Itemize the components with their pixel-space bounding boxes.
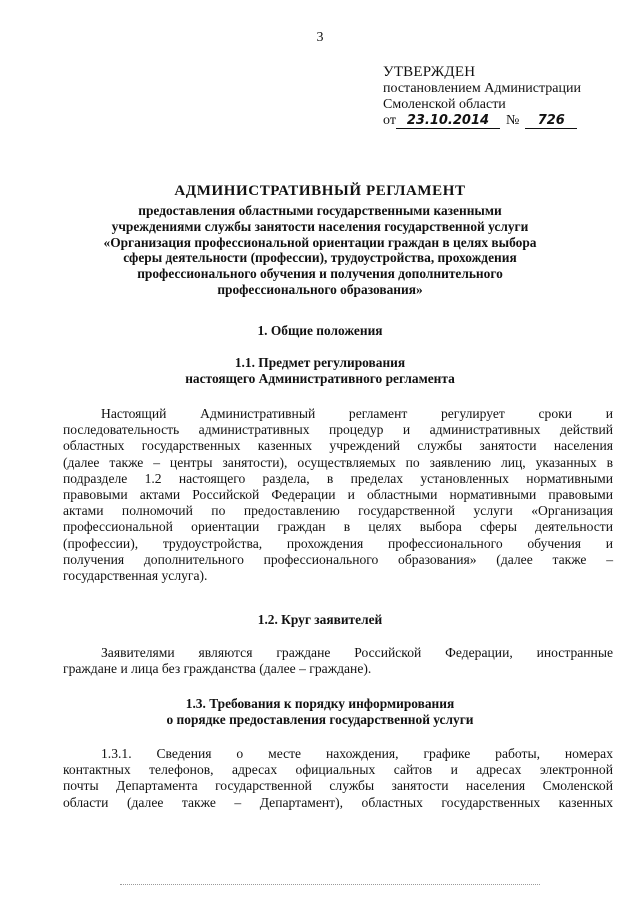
heading-line: о порядке предоставления государственной услуги xyxy=(166,711,474,727)
heading-line: 1.3. Требования к порядку информирования xyxy=(185,696,455,711)
approval-issuer-line-2: Смоленской области xyxy=(383,97,506,112)
text-line: (далее также – центры занятости), осуществляемых по заявлению лиц, указанных в xyxy=(63,454,613,470)
text-line: 1.3.1. Сведения о месте нахождения, графике работы, номерах xyxy=(101,746,613,761)
scan-artifact-line xyxy=(120,884,540,885)
text-line: контактных телефонов, адресах официальных сайтов и адресах электронной xyxy=(63,762,613,778)
section-1-heading: 1. Общие положения xyxy=(257,323,383,338)
date-prefix: от xyxy=(383,113,396,128)
text-line: подразделе 1.2 настоящего раздела, в пределах установленных нормативными xyxy=(63,470,613,486)
text-line: актами полномочий по предоставлению государственной услуги «Организация xyxy=(63,503,613,519)
approval-stamp xyxy=(383,63,633,129)
subtitle-line: профессионального образования» xyxy=(217,281,423,297)
subtitle-line: предоставления областными государственными казенными xyxy=(138,203,502,218)
document-title-block xyxy=(70,182,570,298)
subtitle-line: «Организация профессиональной ориентации граждан в целях выбора xyxy=(103,234,537,250)
subtitle-line: сферы деятельности (профессии), трудоустройства, прохождения xyxy=(123,250,517,266)
text-line: правовыми актами Российской Федерации и областными нормативными правовыми xyxy=(63,487,613,503)
section-1-3-heading xyxy=(60,696,580,728)
section-1-2-heading: 1.2. Круг заявителей xyxy=(257,612,383,627)
heading-line: 1.1. Предмет регулирования xyxy=(234,355,406,370)
text-line: почты Департамента государственной службы занятости населения Смоленской xyxy=(63,778,613,794)
text-line: Настоящий Административный регламент регулирует сроки и xyxy=(101,406,613,421)
text-line: профессиональной ориентации граждан в целях выбора сферы деятельности xyxy=(63,519,613,535)
heading-line: настоящего Административного регламента xyxy=(185,370,455,386)
text-line: области (далее также – Департамент), областных государственных казенных xyxy=(63,794,613,810)
approval-date-line xyxy=(383,113,633,129)
text-line: (профессии), трудоустройства, прохождения профессионального обучения и xyxy=(63,535,613,551)
subtitle-line: учреждениями службы занятости населения государственной услуги xyxy=(111,218,529,234)
approval-issuer-line-1: постановлением Администрации xyxy=(383,81,581,96)
approval-title: УТВЕРЖДЕН xyxy=(383,64,476,80)
text-line: областных государственных казенных учреждений службы занятости населения xyxy=(63,438,613,454)
text-line: государственная услуга). xyxy=(63,568,208,584)
page-number: 3 xyxy=(316,30,324,45)
section-1-1-paragraph xyxy=(63,406,613,584)
text-line: последовательность административных процедур и административных действий xyxy=(63,422,613,438)
text-line: Заявителями являются граждане Российской Федерации, иностранные xyxy=(101,645,613,660)
text-line: граждане и лица без гражданства (далее – граждане). xyxy=(63,661,372,677)
number-prefix: № xyxy=(505,113,520,128)
document-title: АДМИНИСТРАТИВНЫЙ РЕГЛАМЕНТ xyxy=(174,183,466,199)
subtitle-line: профессионального обучения и получения дополнительного xyxy=(137,266,503,282)
handwritten-date: 23.10.2014 xyxy=(396,113,500,129)
handwritten-number: 726 xyxy=(525,113,577,129)
section-1-2-paragraph xyxy=(63,645,613,677)
section-1-1-heading xyxy=(60,355,580,387)
text-line: получения дополнительного профессионального образования» (далее также – xyxy=(63,551,613,567)
section-1-3-paragraph xyxy=(63,746,613,811)
